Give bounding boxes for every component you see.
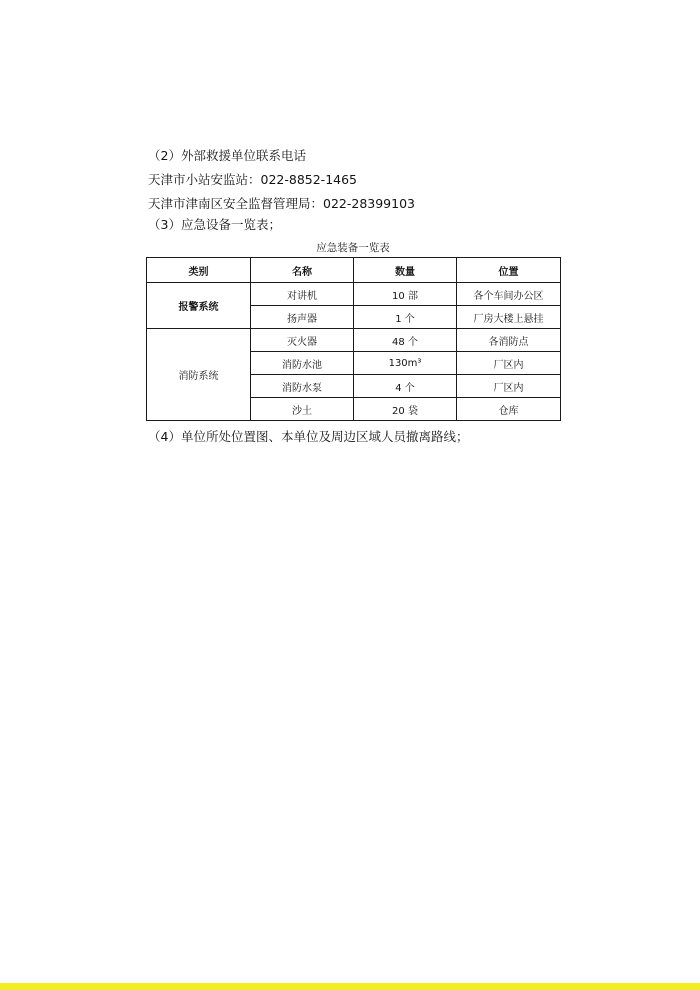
table-row: [147, 283, 561, 306]
xiaozhan-station-phone: 天津市小站安监站：022-8852-1465: [148, 172, 358, 187]
item-location: 仓库: [457, 398, 561, 421]
item-name: 灭火器: [251, 329, 354, 352]
item-name: 沙土: [251, 398, 354, 421]
evacuation-route-heading: （4）单位所处位置图、本单位及周边区域人员撤离路线；: [148, 429, 469, 444]
item-name: 扬声器: [251, 306, 354, 329]
group-alarm-system: 报警系统: [147, 283, 251, 329]
external-rescue-heading: （2）外部救援单位联系电话: [148, 148, 306, 163]
item-name: 对讲机: [251, 283, 354, 306]
item-quantity: 20 袋: [354, 398, 457, 421]
equipment-list-heading: （3）应急设备一览表；: [148, 217, 281, 232]
jinnan-bureau-phone: 天津市津南区安全监督管理局：022-28399103: [148, 196, 415, 211]
item-location: 厂区内: [457, 375, 561, 398]
item-location: 厂区内: [457, 352, 561, 375]
item-name: 消防水池: [251, 352, 354, 375]
item-location: 各消防点: [457, 329, 561, 352]
item-quantity: 48 个: [354, 329, 457, 352]
item-location: 各个车间办公区: [457, 283, 561, 306]
table-row: [147, 329, 561, 352]
header-location: 位置: [457, 258, 561, 283]
table-caption: 应急装备一览表: [316, 242, 390, 254]
bottom-scan-strip: [0, 983, 700, 990]
equipment-table: [146, 257, 561, 421]
header-category: 类别: [147, 258, 251, 283]
table-header-row: [147, 258, 561, 283]
header-quantity: 数量: [354, 258, 457, 283]
item-quantity: 10 部: [354, 283, 457, 306]
item-quantity: 1 个: [354, 306, 457, 329]
item-name: 消防水泵: [251, 375, 354, 398]
item-quantity: 130m³: [354, 352, 457, 375]
item-location: 厂房大楼上悬挂: [457, 306, 561, 329]
header-name: 名称: [251, 258, 354, 283]
group-fire-system: 消防系统: [147, 329, 251, 421]
item-quantity: 4 个: [354, 375, 457, 398]
